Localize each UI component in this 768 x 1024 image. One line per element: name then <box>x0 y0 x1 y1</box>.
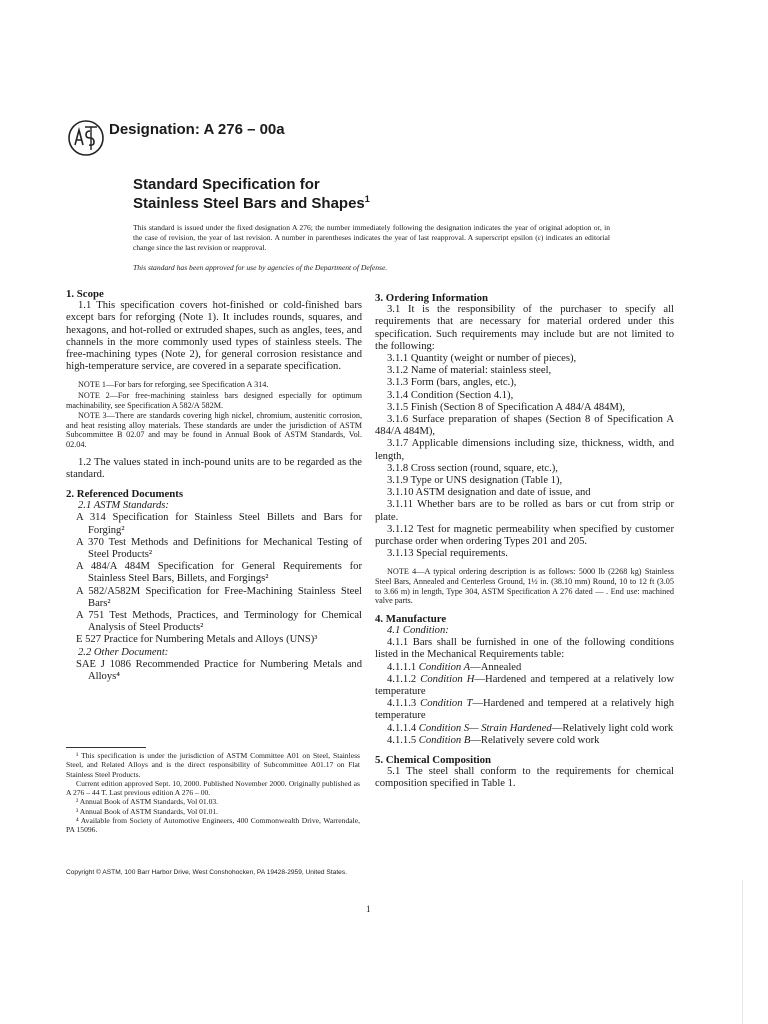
right-column <box>375 292 674 791</box>
condition-item: 4.1.1.4 Condition S— Strain Hardened—Relatively light cold work <box>387 722 674 734</box>
ordering-item: 3.1.12 Test for magnetic permeability when specified by customer purchase order when ordering Types 201 and 205. <box>375 523 674 548</box>
ordering-item: 3.1.4 Condition (Section 4.1), <box>387 389 514 401</box>
astm-logo-icon <box>66 118 106 158</box>
title-line-2 <box>133 194 370 213</box>
footnote: ⁴ Available from Society of Automotive Engineers, 400 Commonwealth Drive, Warrendale, PA 15096. <box>66 816 360 835</box>
ordering-item: 3.1.13 Special requirements. <box>387 548 508 560</box>
ordering-item: 3.1.5 Finish (Section 8 of Specification A 484/A 484M), <box>387 401 626 413</box>
footnotes <box>66 747 360 835</box>
ordering-item: 3.1.7 Applicable dimensions including size, thickness, width, and length, <box>375 438 674 462</box>
reference-item: A 314 Specification for Stainless Steel Billets and Bars for Forging² <box>76 512 362 536</box>
left-column <box>66 288 362 683</box>
document-title <box>133 175 370 213</box>
chemical-paragraph: 5.1 The steel shall conform to the requirements for chemical composition specified in Table 1. <box>375 766 674 790</box>
note-4: NOTE 4—A typical ordering description is as follows: 5000 lb (2268 kg) Stainless Steel Bars, Annealed and Centerless Ground, 1½ in. (38.10 mm) Round, 10 to 12 ft (3.05 to 3.66 m) in length, Type 304, ASTM Specification A 276 dated — . End use: machined valve parts. <box>375 567 674 606</box>
title-line-1: Standard Specification for <box>133 176 320 193</box>
ordering-item: 3.1.9 Type or UNS designation (Table 1), <box>387 475 563 487</box>
reference-item: A 751 Test Methods, Practices, and Terminology for Chemical Analysis of Steel Products² <box>76 610 362 634</box>
title-line-2-text: Stainless Steel Bars and Shapes <box>133 195 365 212</box>
footnote: ³ Annual Book of ASTM Standards, Vol 01.01. <box>76 806 219 816</box>
section-ordering-heading: 3. Ordering Information <box>375 292 489 304</box>
note-3: NOTE 3—There are standards covering high nickel, chromium, austenitic corrosion, and heat resisting alloy materials. These standards are under the jurisdiction of ASTM Subcommittee B 02.07 and may be found in Annual Book of ASTM Standards, Vol. 02.04. <box>66 411 362 449</box>
title-footnote-mark: 1 <box>364 194 370 204</box>
ordering-item: 3.1.6 Surface preparation of shapes (Section 8 of Specification A 484/A 484M), <box>375 414 674 438</box>
designation: Designation: A 276 – 00a <box>109 121 285 138</box>
condition-item: 4.1.1.5 Condition B—Relatively severe cold work <box>387 734 600 746</box>
note-1: NOTE 1—For bars for reforging, see Specification A 314. <box>78 380 269 390</box>
ordering-paragraph: 3.1 It is the responsibility of the purchaser to specify all requirements that are necessary for material ordered under this specification. Such requirements may include but are not limited to the following: <box>375 304 674 352</box>
reference-item: A 370 Test Methods and Definitions for Mechanical Testing of Steel Products² <box>76 536 362 560</box>
condition-item: 4.1.1.1 Condition A—Annealed <box>387 661 522 673</box>
ordering-item: 3.1.3 Form (bars, angles, etc.), <box>387 377 517 389</box>
astm-standards-label: 2.1 ASTM Standards: <box>78 500 169 512</box>
reference-item: A 582/A582M Specification for Free-Machining Stainless Steel Bars² <box>76 585 362 609</box>
ordering-item: 3.1.11 Whether bars are to be rolled as bars or cut from strip or plate. <box>375 499 674 523</box>
reference-item: E 527 Practice for Numbering Metals and Alloys (UNS)³ <box>76 634 318 646</box>
ordering-item: 3.1.2 Name of material: stainless steel, <box>387 365 552 377</box>
other-document-label: 2.2 Other Document: <box>78 646 169 658</box>
condition-label: 4.1 Condition: <box>387 625 449 637</box>
section-scope-heading: 1. Scope <box>66 288 104 300</box>
footnote: ¹ This specification is under the jurisdiction of ASTM Committee A01 on Steel, Stainless Steel, and Related Alloys and is the direct responsibility of Subcommittee A01.17 on Flat Stainless Steel Products. <box>66 751 360 779</box>
defense-approval-note: This standard has been approved for use by agencies of the Department of Defense. <box>133 263 388 272</box>
condition-item: 4.1.1.2 Condition H—Hardened and tempered at a relatively low temperature <box>375 673 674 698</box>
manufacture-paragraph: 4.1.1 Bars shall be furnished in one of the following conditions listed in the Mechanical Requirements table: <box>375 637 674 661</box>
footnote: ² Annual Book of ASTM Standards, Vol 01.03. <box>76 797 219 807</box>
ordering-item: 3.1.1 Quantity (weight or number of pieces), <box>387 353 577 365</box>
condition-item: 4.1.1.3 Condition T—Hardened and tempered at a relatively high temperature <box>375 698 674 722</box>
footnote: Current edition approved Sept. 10, 2000. Published November 2000. Originally published as A 276 – 44 T. Last previous edition A 276 – 00. <box>66 778 360 798</box>
section-chemical-heading: 5. Chemical Composition <box>375 754 492 767</box>
copyright-line: Copyright © ASTM, 100 Barr Harbor Drive, West Conshohocken, PA 19428-2959, United States. <box>66 869 347 876</box>
scope-paragraph-1: 1.1 This specification covers hot-finished or cold-finished bars except bars for reforging (Note 1). It includes rounds, squares, and hexagons, and hot-rolled or extruded shapes, such as angles, tees, and channels in the more commonly used types of stainless steels. The free-machining types (Note 2), for general corrosion resistance and high-temperature service, are covered in a separate specification. <box>66 300 362 373</box>
ordering-item: 3.1.8 Cross section (round, square, etc.), <box>387 462 558 474</box>
scan-artifact <box>742 880 743 1024</box>
standard-issue-note: This standard is issued under the fixed designation A 276; the number immediately following the designation indicates the year of original adoption or, in the case of revision, the year of last revision. A number in parentheses indicates the year of last reapproval. A superscript epsilon (ε) indicates an editorial change since the last revision or reapproval. <box>133 223 610 252</box>
reference-item: A 484/A 484M Specification for General Requirements for Stainless Steel Bars, Billets, and Forgings² <box>76 561 362 585</box>
ordering-item: 3.1.10 ASTM designation and date of issue, and <box>387 487 591 499</box>
reference-item-sae: SAE J 1086 Recommended Practice for Numbering Metals and Alloys⁴ <box>76 658 362 683</box>
page-number: 1 <box>366 904 371 914</box>
scope-paragraph-2: 1.2 The values stated in inch-pound units are to be regarded as the standard. <box>66 456 362 480</box>
section-manufacture-heading: 4. Manufacture <box>375 612 447 625</box>
footnote-divider <box>66 747 146 748</box>
note-2: NOTE 2—For free-machining stainless bars designed especially for optimum machinability, see Specification A 582/A 582M. <box>66 391 362 410</box>
section-referenced-documents-heading: 2. Referenced Documents <box>66 487 184 500</box>
